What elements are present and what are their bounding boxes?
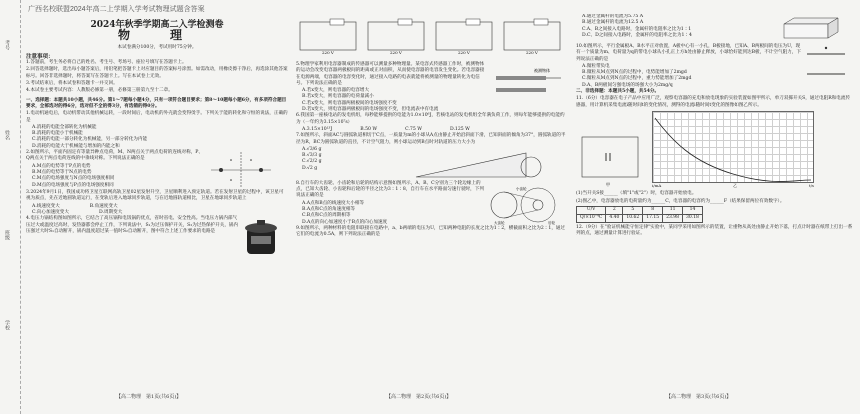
exam-page-2 [296,14,568,404]
svg-text:220 V: 220 V [390,50,402,55]
question-11-part: (1)当开关S接______（填"1"或"2"）时，电容器开始放电。 [576,191,697,197]
table-cell: 2 [606,206,623,214]
option: D.A、B两板间匀强电场的场强大小为2mg/q [582,82,673,88]
option: C.√2/2 g [302,159,322,165]
option: C.向心加速度变大 [32,209,69,215]
charge-diagram [206,150,276,190]
binding-label: 学校 [4,320,10,330]
exam-banner: 广西名校联盟2024年高二上学期入学考试物理试题含答案 [28,6,205,13]
table-cell: 30.18 [683,214,703,222]
option: B.微粒从M点到N点的过程中，电势能增加了2mgd [582,70,687,76]
question-7: 7.如图所示，斜面AC与圆弧轨道相切于C点，一质量为m的小球从A点由静止开始沿斜面下滑，已知斜面的倾角为37°，圆弧轨道的半径为R，BC为圆弧轨道的直径，不计空气阻力，则小球运动到B点时对轨道的压力大小为 [296,133,566,145]
option: C.B点和C点的周期相等 [302,213,351,219]
circuit-option-d [500,18,564,56]
page-footer: 【高二物理 第3页(共6页)】 [666,393,732,400]
option: A.M点的电势等于P点的电势 [32,163,91,169]
question-3: 3.2024年9月1日，我国成功将卫星互联网高轨卫星02星发射升空，卫星顺利进入预定轨道。若在发射卫星的过程中，该卫星可视为质点，先在近地圆轨道运行，在变轨后进入地球同步轨道，与在近地圆轨道相比，卫星在地球同步轨道上 [26,190,284,202]
question-1: 1.电动机通电后，电动机带动其他机械运转，一段时间后，电动机的外壳就会变得烫手。下列关于能的转化和守恒的说法，正确的是 [26,111,288,123]
gear-label: 小齿轮 [516,186,527,191]
svg-text:220 V: 220 V [526,50,538,55]
question-10: 10.如图所示，平行金属板A、B水平正对放置，A板中心有一小孔，B板接地，已知A、B两板间的电压为U，现有一个质量为m、电荷量为q的带电小球从小孔正上方h处由静止释放，小球恰好能到达B板，不计空气阻力，下列说法正确的是 [576,44,801,62]
capacitor-sensor-diagram [486,62,566,112]
table-cell: 11 [663,206,683,214]
option: A.若x变大，则电容器的电容增大 [302,88,370,94]
table-cell: Q/×10⁻⁴C [577,214,606,222]
question-12: 12.（9分）在"验证机械能守恒定律"实验中，某同学采用如图所示的装置，让重物从高处由静止开始下落，打点计时器在纸带上打出一系列的点，通过测量计算进行验证。 [576,224,853,237]
page-footer: 【高二物理 第2页(共6页)】 [386,393,452,400]
option: C.若x变大，则电容器两极板间的电场强度不变 [302,100,397,106]
binding-label: 考号 [4,40,10,50]
parallel-plate-diagram [801,44,851,82]
question-5: 5.物理学家利用电容器制成的传感器可以测量多种物理量。某电容式传感器工作时，被测物体的运动会改变电容器两极板间的距离或正对面积，从而使电容器的电容发生变化。若电容器接在电源两端，电容器的电容变化时，通过接入电路的电表就能将被测量的物理量转化为电信号。下列说法正确的是 [296,62,485,86]
option: B.通过金属杆的电流为12.5 A [582,20,644,26]
bicycle-gear-diagram [486,181,566,225]
question-11-part: (2)图乙中，电容器放电的电荷量约为______C，电容器的电容约为______F（结果保留两位有效数字）。 [576,198,785,204]
question-4: 4.电压力锅结构图如图所示，它结合了高压锅和电饭锅的优点，省时省电、安全性高。当电压力锅内部气压过大或温度过高时，发热器都会停止工作，下列说法中，S₁为过压保护开关，S₂为过热保护开关，锅内压强过大时S₁自动断开，锅内温度超过某一值时S₂自动断开，图中符合上述工作要求的电路是 [26,216,239,234]
option: C.微粒从M点到N点的过程中，重力势能增加了2mgd [582,76,692,82]
question-11: 11.（6分）电容器在电子产品中应用广泛，观察电容器的充电和放电现象的实验装置如图甲所示，单刀双掷开关S，通过电阻R和电流传感器，用计算机采集电流i随时间t的变化情况，测得的电流i随时间t变化的图像如图乙所示。 [576,96,851,108]
current-time-graph [652,111,814,183]
circuit-option-a [296,18,360,56]
binding-label: 班级 [4,230,10,240]
data-table [576,206,703,223]
svg-text:被测物体: 被测物体 [534,68,550,73]
pressure-cooker-image [241,216,281,258]
table-cell: 14 [683,206,703,214]
table-cell: 23.98 [663,214,683,222]
option: D.周期变大 [98,209,123,215]
question-8: 8.自行车的大齿轮、小齿轮和后轮的结构示意图如图所示，A、B、C分别为三个轮边缘上的点，已知大齿轮、小齿轮和后轮的半径之比为3∶1∶8，自行车在水平路面匀速行驶时，下列说法正确的是 [296,180,484,199]
option: D.C、D之间接入电路时，金属杆的电阻率之比为1∶4 [582,32,692,38]
option: B.√3/3 g [302,153,322,159]
binding-strip [0,0,21,414]
table-cell: 8 [643,206,663,214]
svg-text:220 V: 220 V [458,50,470,55]
option: B.50 W [360,126,378,132]
table-row [577,214,703,222]
circuit-option-c [432,18,496,56]
gear-label: 后轮 [548,220,555,225]
option: D.125 W [449,126,470,132]
option: C.消耗的电能一部分转化为机械能，另一部分转化为内能 [32,137,148,143]
graph-xlabel: t/s [808,182,814,188]
figure-label: 甲 [606,182,610,188]
option: D.√2 g [302,165,318,171]
table-cell: 17.15 [643,214,663,222]
notice-item: 3.考试结束后，将本试卷和答题卡一并交回。 [26,81,118,87]
exam-page-3 [576,14,854,404]
option: D.若x变大，则电容器两极板间的电场强度不变，但电流表中有电流 [302,107,439,113]
exam-title: 2024年秋季学期高二入学检测卷 [90,20,224,30]
exam-page-1 [26,14,288,404]
option: B.A点和C点的角速度相等 [302,207,356,213]
table-row [577,206,703,214]
question-9: 9.如图所示，两种材料的电阻串联接在电路中，a、b两端的电压为U，已知两种电阻的长度之比为1∶2，横截面积之比为2∶1，通过它们的电流为0.5A，则下列说法正确的是 [296,225,566,238]
option: A.通过金属杆的电流为5.75 A [582,14,644,19]
question-2: 2.如图所示，平面内固定有等量异种点电荷，M、N两点关于两点电荷的连线对称，P、Q两点关于两点电荷连线的中垂线对称。下列说法正确的是 [26,150,203,162]
svg-text:220 V: 220 V [322,50,334,55]
table-cell: 5 [623,206,643,214]
option: D.消耗的电能大于机械能与增加的内能之和 [32,143,120,149]
section-2-heading: 二、非选择题：本题共5小题，共54分。 [576,89,660,95]
notice-item: 1.答题前，考生务必将自己的姓名、考生号、考场号、座位号填写在答题卡上。 [26,60,187,66]
option: C.75 W [405,126,422,132]
table-cell: U/V [577,206,606,214]
graph-label: 乙 [733,182,738,188]
gear-label: 大齿轮 [494,220,505,225]
option: A.线速度变大 [32,203,60,209]
option: B.若x变大，则电容器的电荷量减小 [302,94,374,100]
option: A.A点和B点的线速度大小相等 [302,200,365,206]
exam-note: 本试卷满分100分，考试用时75分钟。 [117,44,197,50]
option: B.角速度变大 [89,203,118,209]
page-footer: 【高二物理 第1页(共6页)】 [116,393,182,400]
option: D.A点的向心加速度小于B点的向心加速度 [302,219,388,225]
option: D.M点的电场强度与P点的电场强度相同 [32,182,114,188]
incline-diagram [406,147,556,181]
graph-ylabel: i/mA [652,182,662,188]
option: C.A、B之间接入电路时，金属杆的电阻率之比为1∶1 [582,26,692,32]
table-cell: 10.62 [623,214,643,222]
notice-item: 4.本试卷主要考试内容：人教版必修第一册，必修第三册第九至十二章。 [26,88,173,94]
table-cell: 4.40 [606,214,623,222]
binding-label: 姓名 [4,130,10,140]
option: A.3.15×10¹³J [302,126,333,132]
section-1-heading: 一、选择题：本题共10小题，共46分。第1～7题每小题4分，只有一项符合题目要求；第8～10题每小题6分，有多项符合题目要求，全部选对的得6分，选对但不全的得3分，有选错的得0分。 [26,97,287,109]
option: A.消耗的电能全部转化为机械能 [32,124,97,130]
metal-bar-diagram [776,14,846,44]
circuit-option-b [364,18,428,56]
exam-subject: 物 理 [117,28,196,43]
capacitor-circuit-diagram [576,129,646,189]
notice-heading: 注意事项： [26,53,54,60]
option: A.微粒带负电 [582,63,610,69]
question-6: 6.我国第一座核电站的发电机组，每秒能够提供的电能为1.0×10⁶J，若核电站的发电机组全年满负荷工作，则每年能够提供的电能约为（一年约为3.15×10⁷s） [296,113,565,125]
option: B.消耗的电能小于机械能 [32,131,83,137]
option: B.M点的电势等于N点的电势 [32,169,92,175]
option: A.√3/6 g [302,146,322,152]
notice-item: 2.回答选择题时，选出每小题答案后，用铅笔把答题卡上对应题目的答案标号涂黑。如需改动，用橡皮擦干净后，再选涂其他答案标号。回答非选择题时，将答案写在答题卡上。写在本试卷上无效。 [26,67,288,79]
option: C.M点的电场强度与N点的电场强度相同 [32,176,115,182]
